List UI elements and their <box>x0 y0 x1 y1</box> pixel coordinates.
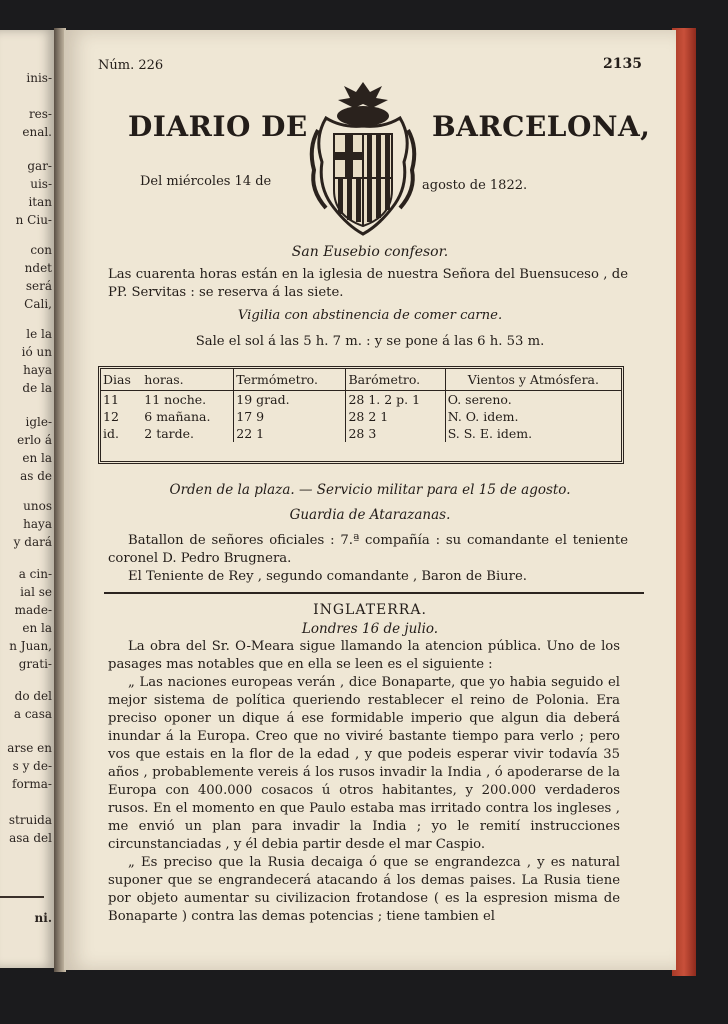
section-divider <box>104 592 644 594</box>
previous-page-text: do del <box>14 689 52 703</box>
lieutenant-notice: El Teniente de Rey , segundo comandante , Baron de Biure. <box>128 569 527 584</box>
issue-date-month-year: agosto de 1822. <box>422 178 528 193</box>
previous-page-text: de la <box>22 381 52 395</box>
previous-page-text: a cin- <box>18 567 52 581</box>
previous-page-text: y dará <box>13 535 52 549</box>
dateline: Londres 16 de julio. <box>301 621 439 637</box>
forty-hours-notice: Las cuarenta horas están en la iglesia de nuestra Señora del Buensuceso , de PP. Servitas : se reserva á las siete. <box>108 267 628 300</box>
table-row <box>101 391 621 409</box>
article-paragraph: „ Las naciones europeas verán , dice Bonaparte, que yo habia seguido el mejor sistema de política queriendo restablecer el reino de Polonia. Era preciso oponer un dique á ese formidable imperio que algun dia deberá inundar á la Europa. Creo que no viviré bastante tiempo para verlo ; pero vos que estais en la flor de la edad , y que podeis esperar vivir todavía 35 años , probablemente vereis á los rusos invadir la India , ó apoderarse de la Europa con 400.000 cosacos ú otros habitantes, y 200.000 verdaderos rusos. En el momento en que Paulo estaba mas irritado contra los ingleses , me envió un plan para invadir la India ; yo le remití instrucciones circunstanciadas , y él debia partir desde el mar Caspio. <box>108 675 620 852</box>
weather-cell: O. sereno. <box>445 391 621 409</box>
previous-page-text: made- <box>14 603 52 617</box>
table-row <box>101 425 621 442</box>
previous-page-text: n Juan, <box>9 639 52 653</box>
previous-page-text: ió un <box>21 345 52 359</box>
weather-header-barometer: Barómetro. <box>346 369 445 391</box>
weather-cell: 11 noche. <box>144 392 207 407</box>
previous-page-text: asa del <box>9 831 52 845</box>
previous-page-text: itan <box>28 195 52 209</box>
previous-page-text: struida <box>8 813 52 827</box>
previous-page-text: uis- <box>30 177 52 191</box>
weather-cell: 11 <box>103 392 119 407</box>
battalion-notice: Batallon de señores oficiales : 7.ª compañía : su comandante el teniente coronel D. Pedro Brugnera. <box>108 533 628 566</box>
table-row <box>101 408 621 425</box>
previous-page-text: gar- <box>27 159 52 173</box>
masthead-title-right: BARCELONA, <box>432 110 651 143</box>
weather-cell: N. O. idem. <box>445 408 621 425</box>
previous-page-text: ni. <box>34 911 52 925</box>
previous-page-edge <box>0 30 58 968</box>
previous-page-text: inis- <box>26 71 52 85</box>
newspaper-page <box>64 30 676 970</box>
previous-page-text: haya <box>23 517 52 531</box>
previous-page-text: será <box>25 279 52 293</box>
weather-header-hours: horas. <box>142 369 234 391</box>
previous-page-rule <box>0 896 44 898</box>
previous-page-text: s y de- <box>12 759 52 773</box>
issue-date-weekday: Del miércoles 14 de <box>140 174 272 189</box>
weather-cell: 28 3 <box>346 425 445 442</box>
weather-header-winds: Vientos y Atmósfera. <box>445 369 621 391</box>
previous-page-text: en la <box>22 451 52 465</box>
previous-page-text: con <box>30 243 52 257</box>
coat-of-arms-icon <box>304 78 422 238</box>
section-heading: INGLATERRA. <box>313 602 427 618</box>
previous-page-text: haya <box>23 363 52 377</box>
weather-cell: 6 mañana. <box>144 409 211 424</box>
previous-page-text: ndet <box>24 261 52 275</box>
saint-of-the-day: San Eusebio confesor. <box>291 244 449 260</box>
sunrise-sunset: Sale el sol á las 5 h. 7 m. : y se pone á las 6 h. 53 m. <box>195 334 545 349</box>
news-article <box>108 638 620 926</box>
masthead-title-left: DIARIO DE <box>128 110 308 143</box>
weather-cell: 19 grad. <box>234 391 346 409</box>
weather-cell: 17 9 <box>234 408 346 425</box>
weather-cell: 28 1. 2 p. 1 <box>346 391 445 409</box>
previous-page-text: le la <box>26 327 52 341</box>
article-paragraph: La obra del Sr. O-Meara sigue llamando la atencion pública. Uno de los pasages mas notables que en ella se leen es el siguiente : <box>108 639 620 672</box>
weather-cell: 22 1 <box>234 425 346 442</box>
vigil-notice: Vigilia con abstinencia de comer carne. <box>237 308 503 323</box>
article-paragraph: „ Es preciso que la Rusia decaiga ó que se engrandezca , y es natural suponer que se engrandecerá atacando á los demas paises. La Rusia tiene por objeto aumentar su civilizacion frotandose ( es la espresion misma de Bonaparte ) contra las demas potencias ; tiene tambien el <box>108 855 620 924</box>
previous-page-text: enal. <box>22 125 52 139</box>
weather-cell: id. <box>103 426 119 441</box>
guard-assignment: Guardia de Atarazanas. <box>289 507 451 523</box>
previous-page-text: igle- <box>25 415 52 429</box>
previous-page-text: ial se <box>20 585 52 599</box>
weather-cell: S. S. E. idem. <box>445 425 621 442</box>
previous-page-text: erlo á <box>17 433 52 447</box>
previous-page-text: res- <box>28 107 52 121</box>
issue-number: Núm. 226 <box>98 58 164 73</box>
weather-cell: 2 tarde. <box>144 426 195 441</box>
previous-page-text: unos <box>23 499 52 513</box>
weather-header-days: Dias <box>101 369 142 391</box>
previous-page-text: n Ciu- <box>15 213 52 227</box>
weather-cell: 12 <box>103 409 119 424</box>
previous-page-text: forma- <box>12 777 52 791</box>
weather-header-thermometer: Termómetro. <box>234 369 346 391</box>
previous-page-text: grati- <box>18 657 52 671</box>
previous-page-text: a casa <box>13 707 52 721</box>
military-order-heading: Orden de la plaza. — Servicio militar para el 15 de agosto. <box>169 482 571 498</box>
weather-table <box>98 366 624 464</box>
page-number: 2135 <box>603 56 642 72</box>
previous-page-text: en la <box>22 621 52 635</box>
previous-page-text: arse en <box>7 741 52 755</box>
weather-cell: 28 2 1 <box>346 408 445 425</box>
previous-page-text: as de <box>20 469 52 483</box>
previous-page-text: Cali, <box>24 297 52 311</box>
